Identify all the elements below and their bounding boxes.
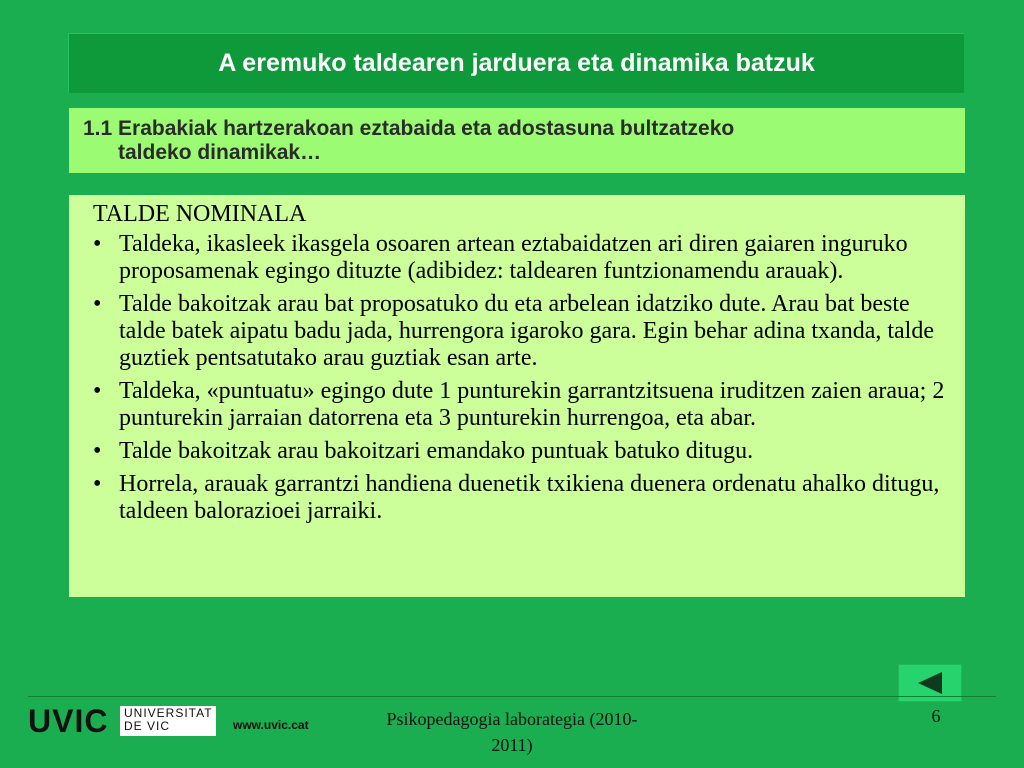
slide-title: A eremuko taldearen jarduera eta dinamika batzuk — [218, 49, 815, 77]
bullet-item — [93, 471, 951, 525]
footer-divider — [28, 696, 996, 697]
subtitle-line-1: 1.1 Erabakiak hartzerakoan eztabaida eta adostasuna bultzatzeko — [83, 117, 735, 140]
bullet-icon: • — [93, 291, 102, 317]
bullet-text: Horrela, arauak garrantzi handiena duenetik txikiena duenera ordenatu ahalko ditugu, taldeen balorazioei jarraiki. — [119, 471, 940, 524]
subtitle-box — [69, 108, 965, 173]
back-arrow-icon — [916, 671, 944, 695]
bullet-text: Taldeka, ikasleek ikasgela osoaren artean eztabaidatzen ari diren gaiaren inguruko proposamenak egingo dituzte (adibidez: taldearen funtzionamendu arauak). — [119, 231, 908, 284]
bullet-icon: • — [93, 378, 102, 404]
logo-university-box — [120, 706, 216, 736]
bullet-icon: • — [93, 438, 102, 464]
content-heading: TALDE NOMINALA — [93, 201, 307, 227]
logo-line-1: UNIVERSITAT — [124, 706, 213, 720]
footer-course-line-1: Psikopedagogia laborategia (2010- — [386, 709, 638, 729]
bullet-item — [93, 378, 951, 432]
footer-course-line-2: 2011) — [491, 735, 533, 755]
content-box — [69, 195, 965, 597]
logo-main-text: UVIC — [28, 703, 109, 739]
uvic-logo — [28, 703, 216, 739]
bullet-icon: • — [93, 231, 102, 257]
footer-course — [362, 706, 662, 758]
page-number: 6 — [931, 706, 941, 726]
bullet-list — [93, 231, 951, 525]
title-box — [68, 33, 964, 93]
bullet-icon: • — [93, 471, 102, 497]
logo-line-2: DE VIC — [124, 719, 171, 733]
bullet-text: Talde bakoitzak arau bat proposatuko du eta arbelean idatziko dute. Arau bat beste talde batek aipatu badu jada, hurrengora igaroko gara. Egin behar adina txanda, talde guztiek pentsatutako arau guztiak esan arte. — [119, 291, 934, 371]
footer-url: www.uvic.cat — [233, 718, 309, 732]
bullet-item — [93, 291, 951, 372]
bullet-item — [93, 438, 951, 465]
bullet-text: Talde bakoitzak arau bakoitzari emandako puntuak batuko ditugu. — [119, 438, 754, 464]
bullet-item — [93, 231, 951, 285]
bullet-text: Taldeka, «puntuatu» egingo dute 1 punturekin garrantzitsuena iruditzen zaien araua; 2 punturekin jarraian datorrena eta 3 punturekin hurrengoa, eta abar. — [119, 378, 945, 431]
subtitle-line-2: taldeko dinamikak… — [118, 141, 322, 164]
